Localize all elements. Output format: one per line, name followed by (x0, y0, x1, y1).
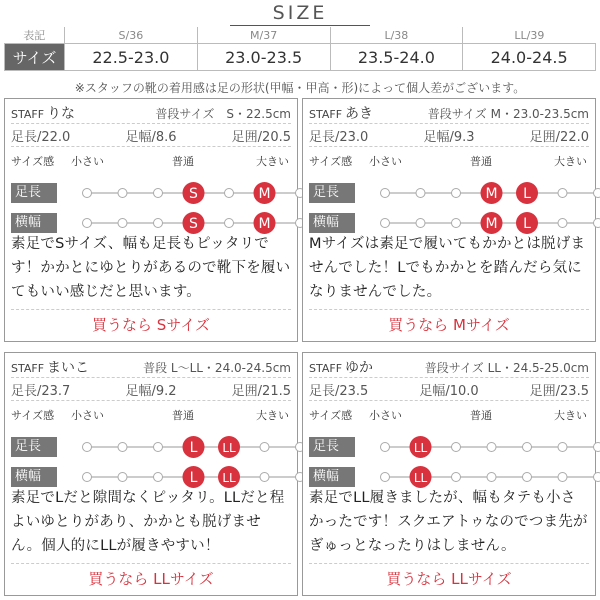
staff-card-maiko (4, 352, 298, 596)
scale-normal-label: 普通 (470, 155, 492, 168)
divider (11, 563, 291, 564)
scale-point (118, 473, 127, 482)
scale-point (487, 473, 496, 482)
foot-width-row-label: 横幅 (11, 213, 57, 233)
foot-length-value: 足長/23.0 (309, 130, 369, 145)
staff-comment: 素足でSサイズ、幅も足長もピッタリです！かかとにゆとりがあるので靴下を履いてもいい感じだと思います。 (11, 236, 291, 300)
scale-point (523, 473, 532, 482)
foot-length-scale (303, 180, 597, 206)
foot-length-value: 足長/22.0 (11, 130, 71, 145)
scale-point (558, 189, 567, 198)
scale-heading: サイズ感 (11, 409, 55, 422)
recommended-size: 買うなら LLサイズ (88, 570, 214, 588)
size-marker-label: LL (222, 471, 236, 485)
recommended-size: 買うなら Mサイズ (388, 316, 510, 334)
size-marker-label: LL (413, 441, 428, 455)
scale-normal-label: 普通 (172, 155, 194, 168)
foot-length-scale (303, 434, 597, 460)
foot-length-row-label: 足長 (11, 183, 57, 203)
scale-point (118, 443, 127, 452)
scale-point (83, 189, 92, 198)
staff-header (11, 357, 291, 375)
scale-header (309, 407, 587, 421)
foot-girth-value: 足囲/23.5 (529, 384, 589, 399)
size-column-m: M/37 (197, 27, 330, 44)
scale-point (260, 473, 269, 482)
scale-point (154, 443, 163, 452)
scale-point (452, 189, 461, 198)
size-marker-label: LL (413, 471, 428, 485)
size-column-s: S/36 (65, 27, 198, 44)
staff-label: STAFF (309, 108, 343, 121)
scale-point (154, 189, 163, 198)
scale-large-label: 大きい (256, 409, 289, 422)
usual-size: 普段サイズ M・23.0-23.5cm (427, 107, 589, 121)
divider (11, 309, 291, 310)
scale-point (523, 443, 532, 452)
scale-point (452, 443, 461, 452)
foot-length-scale (5, 180, 299, 206)
staff-label: STAFF (11, 362, 45, 375)
staff-card-rina (4, 98, 298, 342)
foot-length-row-label: 足長 (11, 437, 57, 457)
scale-large-label: 大きい (554, 155, 587, 168)
foot-width-row-label: 横幅 (309, 467, 355, 487)
usual-size: 普段サイズ S・22.5cm (155, 107, 291, 121)
size-marker-label: M (258, 186, 271, 202)
scale-point (594, 473, 600, 482)
size-value-s: 22.5-23.0 (65, 44, 198, 71)
scale-point (594, 189, 600, 198)
usual-size: 普段 L〜LL・24.0-24.5cm (143, 361, 291, 375)
size-column-ll: LL/39 (463, 27, 596, 44)
staff-label: STAFF (309, 362, 343, 375)
scale-point (452, 473, 461, 482)
scale-normal-label: 普通 (172, 409, 194, 422)
scale-point (558, 473, 567, 482)
scale-point (558, 219, 567, 228)
scale-small-label: 小さい (71, 155, 104, 168)
scale-point (225, 189, 234, 198)
foot-width-row-label: 横幅 (11, 467, 57, 487)
scale-heading: サイズ感 (11, 155, 55, 168)
divider (309, 377, 589, 378)
scale-heading: サイズ感 (309, 155, 353, 168)
foot-girth-value: 足囲/21.5 (231, 384, 291, 399)
staff-card-aki (302, 98, 596, 342)
staff-name: あき (345, 106, 374, 122)
divider (11, 377, 291, 378)
staff-card-yuka (302, 352, 596, 596)
scale-normal-label: 普通 (470, 409, 492, 422)
foot-width-value: 足幅/10.0 (419, 384, 479, 399)
staff-name: まいこ (47, 360, 90, 376)
divider (11, 123, 291, 124)
foot-girth-value: 足囲/20.5 (231, 130, 291, 145)
size-column-l: L/38 (330, 27, 463, 44)
scale-point (118, 189, 127, 198)
size-table-row-header: 表記 (5, 27, 65, 44)
divider (309, 309, 589, 310)
scale-small-label: 小さい (369, 155, 402, 168)
size-value-ll: 24.0-24.5 (463, 44, 596, 71)
size-marker-label: S (189, 186, 198, 202)
size-marker-label: L (189, 470, 198, 486)
size-marker-label: L (523, 216, 531, 232)
size-value-l: 23.5-24.0 (330, 44, 463, 71)
recommended-size: 買うなら Sサイズ (91, 316, 211, 334)
foot-measurements (309, 380, 589, 399)
foot-measurements (11, 126, 291, 145)
scale-point (594, 443, 600, 452)
size-row-label: サイズ (5, 44, 65, 71)
divider (11, 400, 291, 401)
scale-point (83, 473, 92, 482)
size-marker-label: S (189, 216, 198, 232)
scale-point (452, 219, 461, 228)
scale-small-label: 小さい (369, 409, 402, 422)
size-marker-label: M (485, 186, 498, 202)
size-marker-label: L (189, 440, 198, 456)
size-marker-label: M (258, 216, 271, 232)
staff-label: STAFF (11, 108, 45, 121)
staff-name: ゆか (345, 360, 374, 376)
scale-point (83, 219, 92, 228)
scale-point (558, 443, 567, 452)
staff-header (309, 357, 589, 375)
scale-point (118, 219, 127, 228)
size-table-value-row (5, 44, 596, 71)
size-table (4, 27, 596, 71)
size-table-header-row (5, 27, 596, 44)
scale-point (594, 219, 600, 228)
staff-header (309, 103, 589, 121)
foot-width-row-label: 横幅 (309, 213, 355, 233)
size-marker-label: LL (222, 441, 236, 455)
foot-width-value: 足幅/8.6 (125, 130, 177, 145)
size-title-underline (230, 25, 370, 26)
scale-point (154, 219, 163, 228)
scale-header (11, 153, 289, 167)
foot-length-row-label: 足長 (309, 437, 355, 457)
foot-measurements (11, 380, 291, 399)
divider (309, 400, 589, 401)
staff-header (11, 103, 291, 121)
divider (309, 123, 589, 124)
foot-length-row-label: 足長 (309, 183, 355, 203)
scale-header (11, 407, 289, 421)
scale-point (416, 189, 425, 198)
staff-comment: 素足でLL履きましたが、幅もタテも小さかったです！スクエアトゥなのでつま先がぎゅっとなったりはしません。 (309, 490, 588, 554)
scale-point (260, 443, 269, 452)
size-marker-label: L (523, 186, 531, 202)
divider (309, 563, 589, 564)
scale-point (487, 443, 496, 452)
scale-point (416, 219, 425, 228)
scale-point (225, 219, 234, 228)
scale-small-label: 小さい (71, 409, 104, 422)
staff-comment: 素足でLだと隙間なくピッタリ。LLだと程よいゆとりがあり、かかとも脱げません。個人的にLLが履きやすい！ (11, 490, 285, 554)
foot-measurements (309, 126, 589, 145)
scale-heading: サイズ感 (309, 409, 353, 422)
size-title: SIZE (272, 2, 328, 24)
staff-name: りな (47, 106, 76, 122)
scale-point (381, 219, 390, 228)
size-value-m: 23.0-23.5 (197, 44, 330, 71)
fit-disclaimer-note: ※スタッフの靴の着用感は足の形状(甲幅・甲高・形)によって個人差がございます。 (74, 81, 526, 95)
scale-point (83, 443, 92, 452)
divider (309, 146, 589, 147)
foot-length-value: 足長/23.7 (11, 384, 71, 399)
staff-comment: Mサイズは素足で履いてもかかとは脱げませんでした！Lでもかかとを踏んだら気になりませんでした。 (309, 236, 586, 300)
scale-large-label: 大きい (256, 155, 289, 168)
divider (11, 146, 291, 147)
foot-width-value: 足幅/9.2 (125, 384, 177, 399)
size-marker-label: M (485, 216, 498, 232)
recommended-size: 買うなら LLサイズ (386, 570, 512, 588)
scale-header (309, 153, 587, 167)
scale-point (381, 443, 390, 452)
scale-point (154, 473, 163, 482)
foot-length-scale (5, 434, 299, 460)
foot-girth-value: 足囲/22.0 (529, 130, 589, 145)
usual-size: 普段サイズ LL・24.5-25.0cm (424, 361, 589, 375)
scale-large-label: 大きい (554, 409, 587, 422)
scale-point (381, 473, 390, 482)
foot-length-value: 足長/23.5 (309, 384, 369, 399)
scale-point (381, 189, 390, 198)
foot-width-value: 足幅/9.3 (423, 130, 475, 145)
